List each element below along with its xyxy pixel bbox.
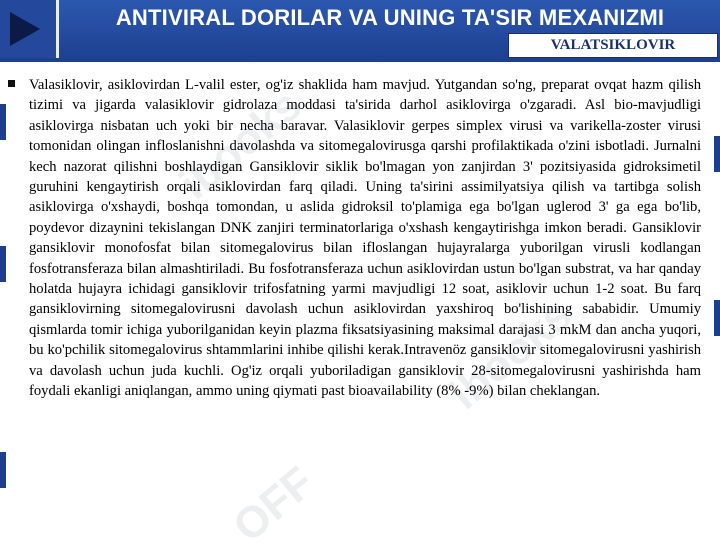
header-icon-box — [0, 0, 59, 58]
side-tab-1 — [0, 104, 6, 140]
body-paragraph: Valasiklovir, asiklovirdan L-valil ester, og'iz shaklida ham mavjud. Yutgandan so'ng, preparat ovqat hazm qilish tizimi va jigarda valasiklovir gidrolaza moddasi ta'sirida darhol asiklovirga o'zgaradi. Asl bio-mavjudligi asiklovirga nisbatan uch yoki bir necha baravar. Valasiklovir gerpes simplex virusi va varikella-zoster virusi tomonidan olingan infloslanishni davolashda va sitomegalovirusga qarshi profilaktikada o'zini isbotladi. Jurnalni kech nazorat qilishni boshlaydigan Gansiklovir siklik bo'lmagan yon zanjirdan 3' pozitsiyasida gidroksimetil guruhini kengaytirish orqali asiklovirdan farq qiladi. Uning ta'sirini assimilyatsiya qilish va tartibga solish asiklovirga o'xshaydi, boshqa tomondan, u aslida gidroksil to'plamiga ega bo'lgan uglerod 3' ga ega bo'lib, poydevor dizaynini tekislangan DNK zanjiri terminatorlariga o'xshash kengaytirishga imkon beradi. Gansiklovir gansiklovir monofosfat bilan sitomegalovirus bilan ifloslangan hujayralarga yuborilgan virusli kodlangan fosfotransferaza bilan almashtiriladi. Bu fosfotransferaza uchun asiklovirdan ustun bo'lgan substrat, va har qanday holatda hujayra ichidagi gansiklovir trifosfatning yarmi mavjudligi 12 soat, asiklovir uchun 1-2 soat. Bu farq gansiklovirning sitomegalovirusni davolash uchun asiklovirdan yaxshiroq bo'lishining sababidir. Umumiy qismlarda tomir ichiga yuborilganidan keyin plazma fiksatsiyasining maksimal darajasi 3 mkM dan ancha yuqori, bu ko'pchilik sitomegalovirus shtammlarini inhibe qilishi kerak.Intravenöz gansiklovir sitomegalovirusni yashirish va davolash uchun juda kuchli. Og'iz orqali yuboriladigan gansiklovir 28-sitomegalovirusni yashirishda ham foydali ekanligi aniqlangan, ammo uning qiymati past bioavailability (8% -9%) bilan cheklangan. — [29, 77, 701, 400]
side-tab-right-2 — [714, 300, 720, 336]
slide-title: ANTIVIRAL DORILAR VA UNING TA'SIR MEXANIZMI — [115, 5, 665, 30]
slide-header — [0, 0, 720, 62]
topic-badge: VALATSIKLOVIR — [508, 33, 718, 58]
side-tab-2 — [0, 246, 6, 282]
bullet-marker — [8, 80, 15, 87]
watermark-1: ibooks — [170, 80, 311, 209]
side-tab-right-1 — [714, 136, 720, 172]
watermark-2: ibooks — [440, 290, 581, 419]
watermark-3: OFF — [224, 457, 324, 552]
play-triangle-icon — [10, 12, 40, 46]
side-tab-3 — [0, 452, 6, 488]
